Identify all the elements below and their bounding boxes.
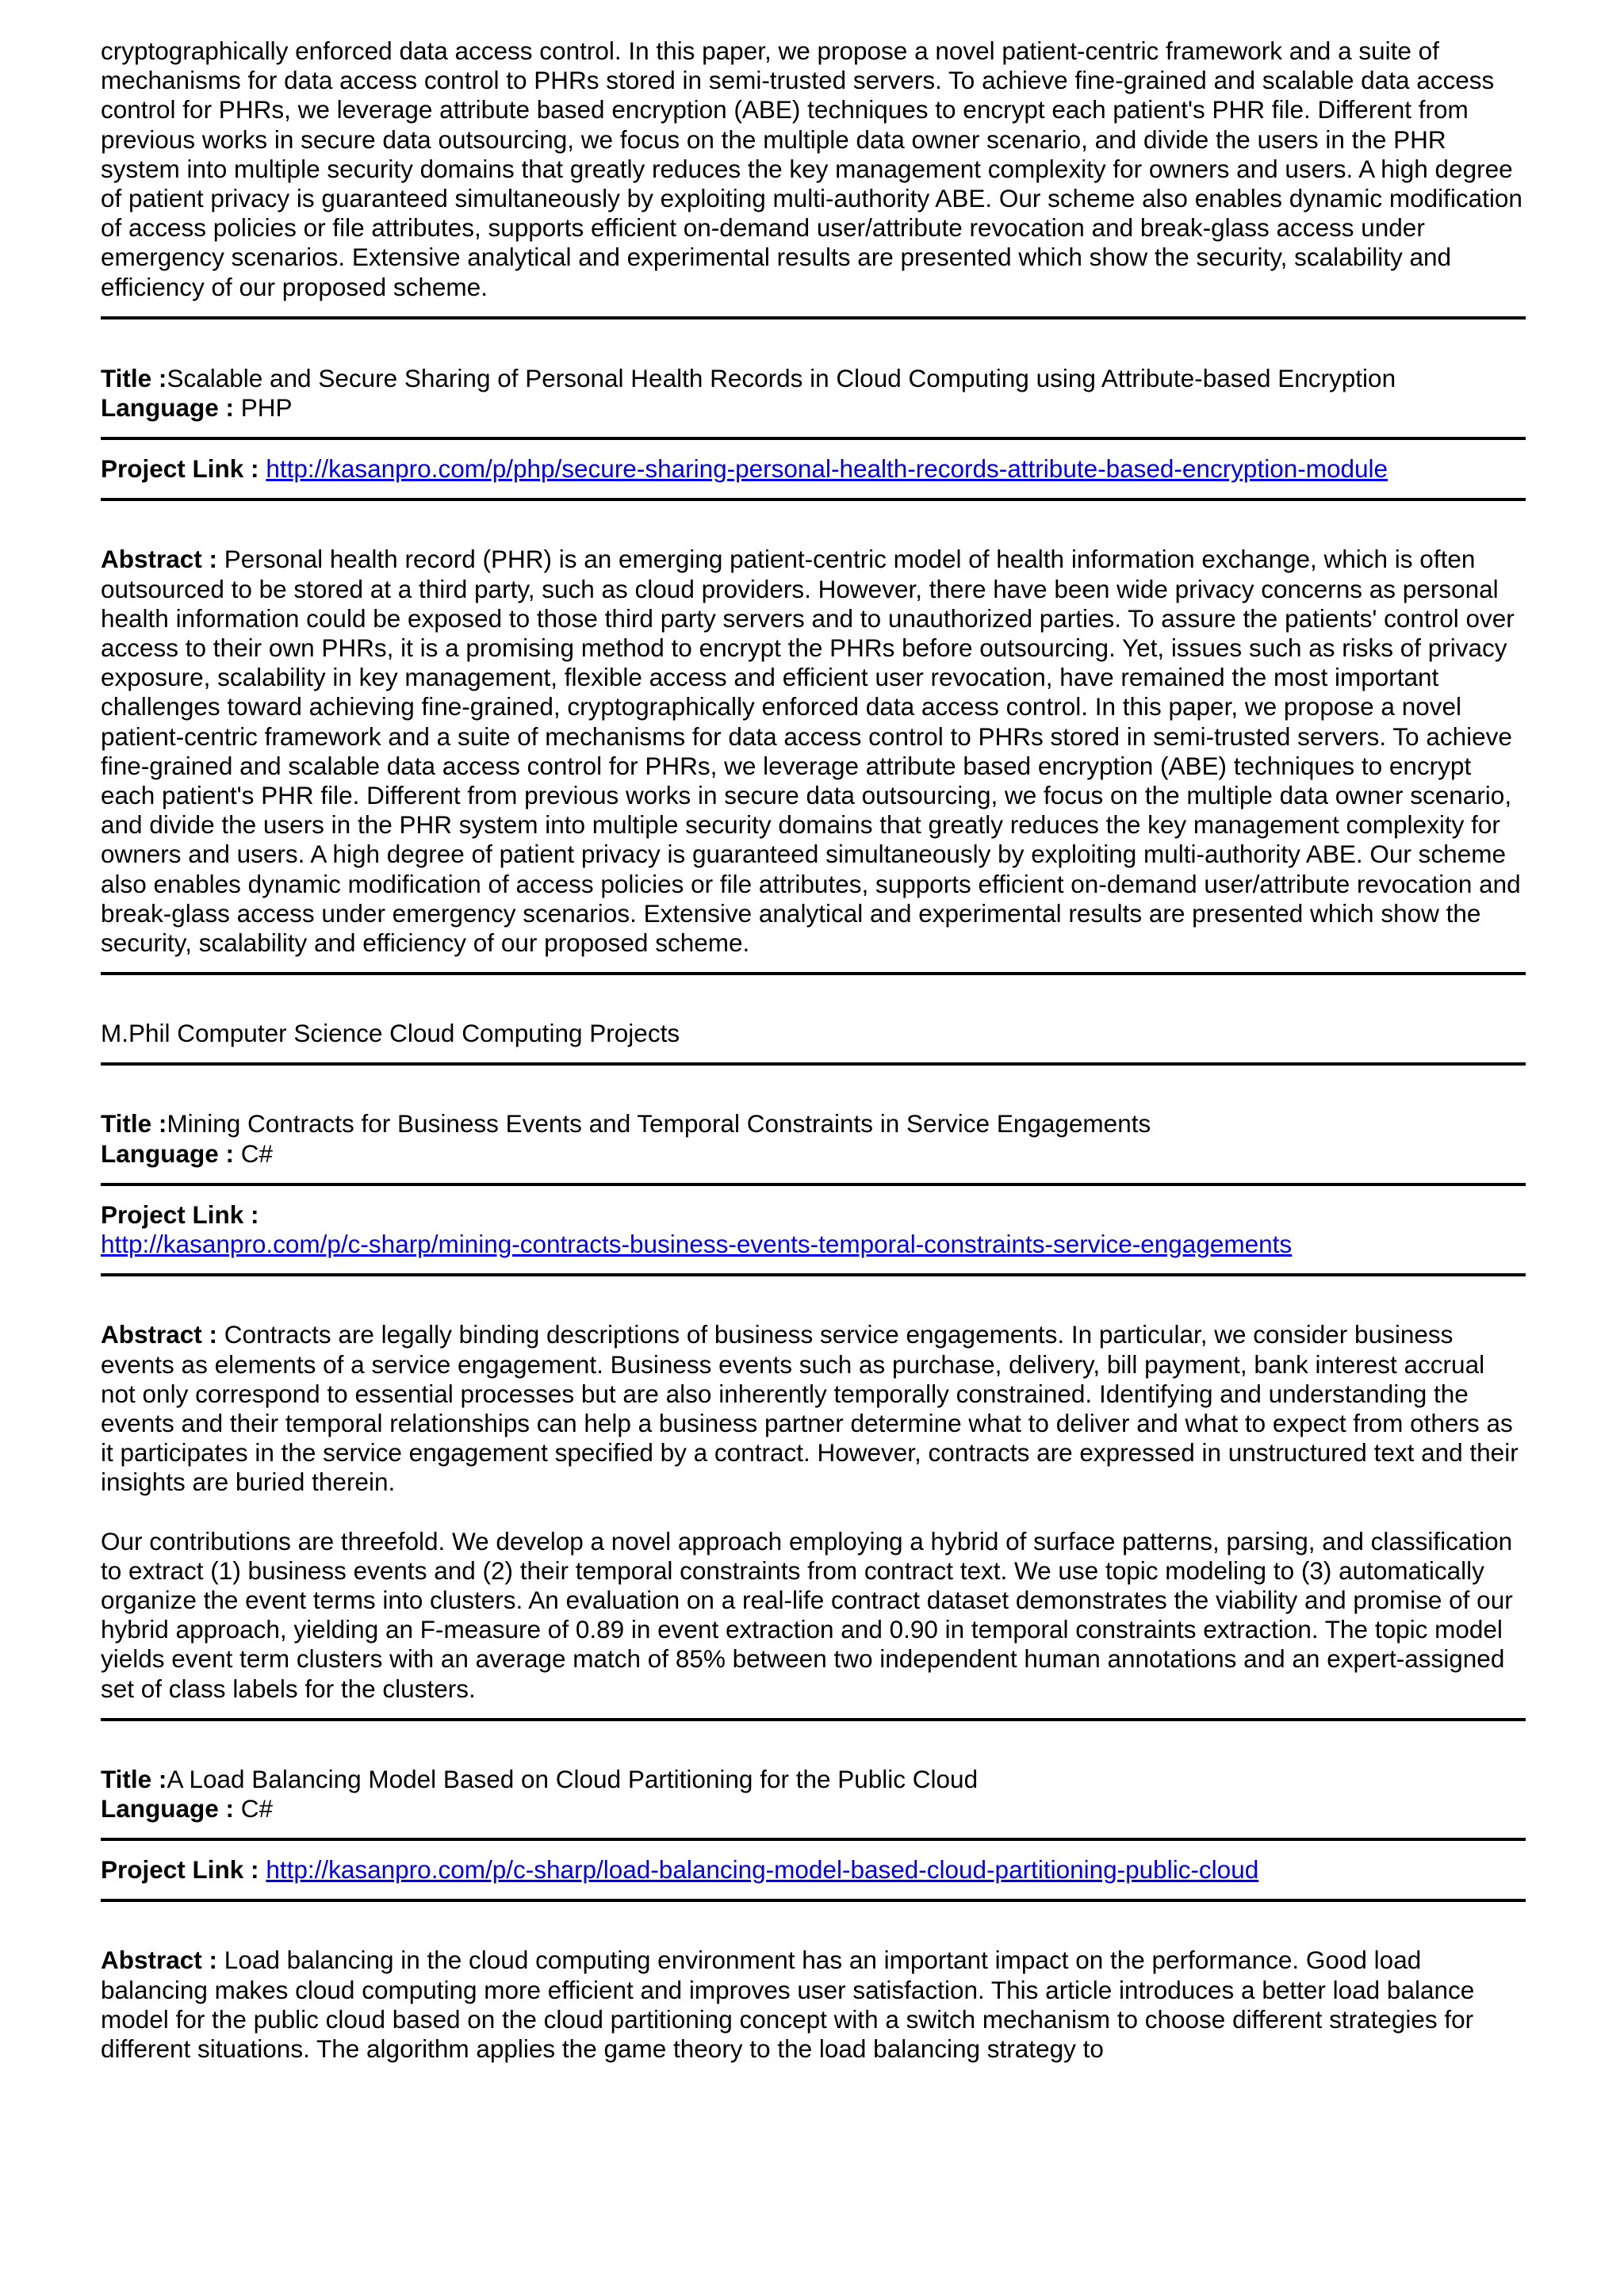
project-language: C# (240, 1138, 274, 1168)
project-link-line (101, 1230, 1526, 1259)
section-divider (101, 1838, 1526, 1841)
project-language-line (101, 1794, 1526, 1823)
project-entry (101, 364, 1526, 423)
abstract-label: Abstract : (101, 1320, 218, 1349)
project-link-label: Project Link : (101, 454, 259, 484)
title-label: Title : (101, 1109, 167, 1138)
abstract-label: Abstract : (101, 545, 218, 574)
project-link-label: Project Link : (101, 1200, 259, 1229)
project-link[interactable]: http://kasanpro.com/p/php/secure-sharing-personal-health-records-attribute-based-encryption-module (266, 454, 1388, 484)
project-entry (101, 1109, 1526, 1168)
section-divider (101, 1062, 1526, 1066)
project-link-line (101, 454, 1526, 484)
project-language-line (101, 393, 1526, 423)
section-divider (101, 972, 1526, 975)
abstract-text: Load balancing in the cloud computing environment has an important impact on the performance. Good load balancing makes cloud computing more efficient and improves user satisfaction. This article introduces a better load balance model for the public cloud based on the cloud partitioning concept with a switch mechanism to choose different strategies for different situations. The algorithm applies the game theory to the load balancing strategy to (101, 1946, 1475, 2063)
language-label: Language : (101, 1793, 235, 1823)
section-divider (101, 1718, 1526, 1721)
project-link-line (101, 1855, 1526, 1885)
abstract-continuation: cryptographically enforced data access control. In this paper, we propose a novel patient-centric framework and a suite of mechanisms for data access control to PHRs stored in semi-trusted servers. To achieve fine-grained and scalable data access control for PHRs, we leverage attribute based encryption (ABE) techniques to encrypt each patient's PHR file. Different from previous works in secure data outsourcing, we focus on the multiple data owner scenario, and divide the users in the PHR system into multiple security domains that greatly reduces the key management complexity for owners and users. A high degree of patient privacy is guaranteed simultaneously by exploiting multi-authority ABE. Our scheme also enables dynamic modification of access policies or file attributes, supports efficient on-demand user/attribute revocation and break-glass access under emergency scenarios. Extensive analytical and experimental results are presented which show the security, scalability and efficiency of our proposed scheme. (101, 36, 1522, 301)
project-title-line (101, 364, 1526, 393)
section-divider (101, 437, 1526, 440)
abstract-label: Abstract : (101, 1946, 218, 1975)
abstract-text: Contracts are legally binding descriptions of business service engagements. In particular, we consider business events as elements of a service engagement. Business events such as purchase, delivery, bill payment, bank interest accrual not only correspond to essential processes but are also inherently temporally constrained. Identifying and understanding the events and their temporal relationships can help a business partner determine what to deliver and what to expect from others as it participates in the service engagement specified by a contract. However, contracts are expressed in unstructured text and their insights are buried therein. (101, 1320, 1519, 1497)
project-entry (101, 1765, 1526, 1823)
project-abstract (101, 1946, 1526, 2064)
project-abstract (101, 545, 1526, 958)
language-label: Language : (101, 393, 235, 423)
project-language: C# (240, 1793, 274, 1823)
title-label: Title : (101, 1764, 167, 1793)
abstract-paragraph-2: Our contributions are threefold. We develop a novel approach employing a hybrid of surface patterns, parsing, and classification to extract (1) business events and (2) their temporal constraints from contract text. We use topic modeling to (3) automatically organize the event terms into clusters. An evaluation on a real-life contract dataset demonstrates the viability and promise of our hybrid approach, yielding an F-measure of 0.89 in event extraction and 0.90 in temporal constraints extraction. The topic model yields event term clusters with an average match of 85% between two independent human annotations and an expert-assigned set of class labels for the clusters. (101, 1526, 1513, 1703)
project-link[interactable]: http://kasanpro.com/p/c-sharp/load-balancing-model-based-cloud-partitioning-public-cloud (266, 1855, 1259, 1885)
section-divider (101, 1273, 1526, 1276)
section-divider (101, 316, 1526, 320)
project-title: A Load Balancing Model Based on Cloud Partitioning for the Public Cloud (167, 1764, 979, 1793)
project-link[interactable]: http://kasanpro.com/p/c-sharp/mining-contracts-business-events-temporal-constraints-service-engagements (101, 1230, 1293, 1259)
project-title: Scalable and Secure Sharing of Personal Health Records in Cloud Computing using Attribute-based Encryption (167, 363, 1396, 392)
project-title-line (101, 1109, 1526, 1138)
title-label: Title : (101, 363, 167, 392)
section-divider (101, 1183, 1526, 1186)
project-title-line (101, 1765, 1526, 1794)
section-divider (101, 1899, 1526, 1902)
section-divider (101, 498, 1526, 501)
project-abstract (101, 1320, 1526, 1497)
project-link-block (101, 1200, 1526, 1259)
project-title: Mining Contracts for Business Events and Temporal Constraints in Service Engagements (167, 1109, 1151, 1138)
document-page (101, 36, 1526, 2064)
section-heading: M.Phil Computer Science Cloud Computing Projects (101, 1019, 680, 1048)
project-language-line (101, 1139, 1526, 1169)
language-label: Language : (101, 1138, 235, 1168)
project-language: PHP (240, 393, 293, 423)
abstract-text: Personal health record (PHR) is an emerging patient-centric model of health information exchange, which is often outsourced to be stored at a third party, such as cloud providers. However, there have been wide privacy concerns as personal health information could be exposed to those third party servers and to unauthorized parties. To assure the patients' control over access to their own PHRs, it is a promising method to encrypt the PHRs before outsourcing. Yet, issues such as risks of privacy exposure, scalability in key management, flexible access and efficient user revocation, have remained the most important challenges toward achieving fine-grained, cryptographically enforced data access control. In this paper, we propose a novel patient-centric framework and a suite of mechanisms for data access control to PHRs stored in semi-trusted servers. To achieve fine-grained and scalable data access control for PHRs, we leverage attribute based encryption (ABE) techniques to encrypt each patient's PHR file. Different from previous works in secure data outsourcing, we focus on the multiple data owner scenario, and divide the users in the PHR system into multiple security domains that greatly reduces the key management complexity for owners and users. A high degree of patient privacy is guaranteed simultaneously by exploiting multi-authority ABE. Our scheme also enables dynamic modification of access policies or file attributes, supports efficient on-demand user/attribute revocation and break-glass access under emergency scenarios. Extensive analytical and experimental results are presented which show the security, scalability and efficiency of our proposed scheme. (101, 545, 1521, 958)
project-link-label: Project Link : (101, 1855, 259, 1885)
